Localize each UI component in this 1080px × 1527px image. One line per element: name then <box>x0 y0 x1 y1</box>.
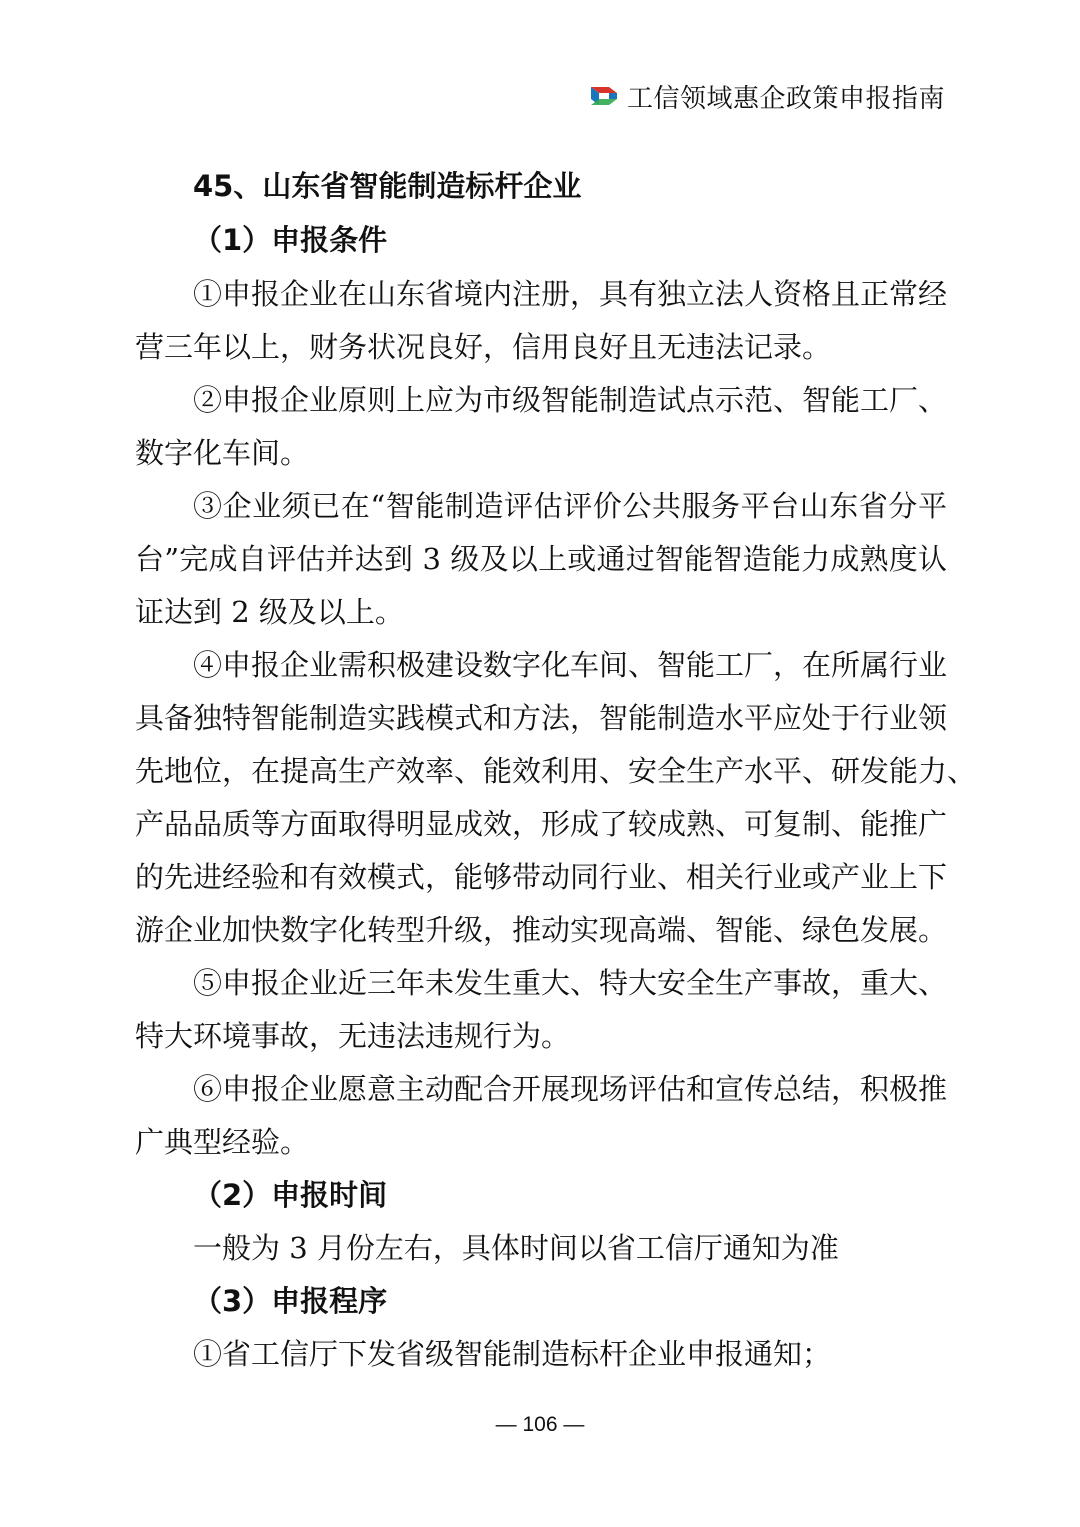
section-title: 45、山东省智能制造标杆企业 <box>193 169 582 203</box>
page-header <box>587 76 945 116</box>
condition-2-line-1: ②申报企业原则上应为市级智能制造试点示范、智能工厂、 <box>193 383 948 417</box>
condition-6-line-2: 广典型经验。 <box>135 1125 310 1159</box>
condition-5-line-1: ⑤申报企业近三年未发生重大、特大安全生产事故，重大、 <box>193 966 948 1000</box>
condition-1-line-1: ①申报企业在山东省境内注册，具有独立法人资格且正常经 <box>193 277 948 311</box>
ribbon-logo-icon <box>587 79 621 113</box>
condition-2-line-2: 数字化车间。 <box>135 436 310 470</box>
application-time-text: 一般为 3 月份左右，具体时间以省工信厅通知为准 <box>193 1231 839 1265</box>
subsection-heading-time: （2）申报时间 <box>193 1178 388 1212</box>
condition-5-line-2: 特大环境事故，无违法违规行为。 <box>135 1019 571 1053</box>
condition-4-line-3: 先地位，在提高生产效率、能效利用、安全生产水平、研发能力、 <box>135 754 977 788</box>
condition-3-line-1: ③企业须已在“智能制造评估评价公共服务平台山东省分平 <box>193 489 947 523</box>
condition-4-line-1: ④申报企业需积极建设数字化车间、智能工厂，在所属行业 <box>193 648 948 682</box>
condition-3-line-2: 台”完成自评估并达到 3 级及以上或通过智能智造能力成熟度认 <box>135 542 947 576</box>
condition-4-line-5: 的先进经验和有效模式，能够带动同行业、相关行业或产业上下 <box>135 860 948 894</box>
condition-4-line-6: 游企业加快数字化转型升级，推动实现高端、智能、绿色发展。 <box>135 913 948 947</box>
condition-4-line-4: 产品品质等方面取得明显成效，形成了较成熟、可复制、能推广 <box>135 807 948 841</box>
page-number: — 106 — <box>495 1413 585 1436</box>
subsection-heading-conditions: （1）申报条件 <box>193 223 388 257</box>
subsection-heading-procedure: （3）申报程序 <box>193 1284 388 1318</box>
condition-4-line-2: 具备独特智能制造实践模式和方法，智能制造水平应处于行业领 <box>135 701 948 735</box>
procedure-step-1: ①省工信厅下发省级智能制造标杆企业申报通知； <box>193 1337 832 1371</box>
condition-6-line-1: ⑥申报企业愿意主动配合开展现场评估和宣传总结，积极推 <box>193 1072 948 1106</box>
header-title: 工信领域惠企政策申报指南 <box>626 83 945 114</box>
condition-3-line-3: 证达到 2 级及以上。 <box>135 595 404 629</box>
condition-1-line-2: 营三年以上，财务状况良好，信用良好且无违法记录。 <box>135 330 832 364</box>
